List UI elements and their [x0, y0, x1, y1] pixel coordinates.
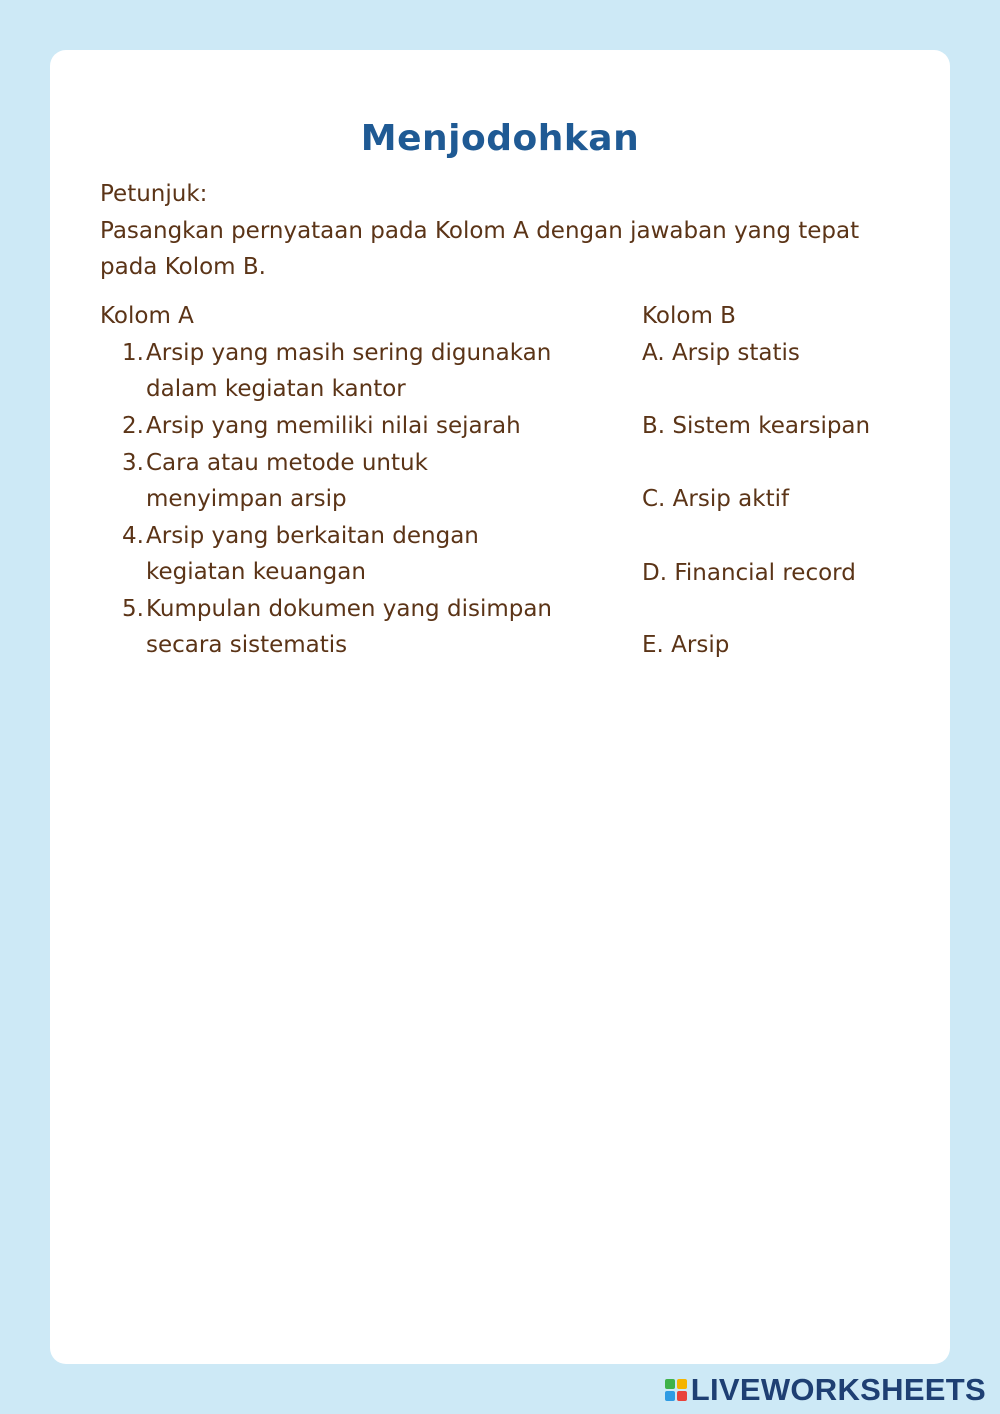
column-a-item-number: 4. — [122, 523, 144, 549]
column-a-item — [100, 591, 580, 663]
column-b-item: D. Financial record — [642, 560, 856, 586]
column-a-item-text: Arsip yang masih sering digunakan dalam kegiatan kantor — [146, 340, 552, 402]
column-a-item — [100, 518, 580, 590]
footer-brand — [665, 1370, 986, 1410]
column-a-item-text: Cara atau metode untuk menyimpan arsip — [146, 450, 428, 512]
column-a-item — [100, 408, 580, 444]
instructions-label: Petunjuk: — [100, 181, 208, 207]
liveworksheets-logo-icon — [665, 1379, 687, 1401]
page-title: Menjodohkan — [360, 118, 640, 159]
instructions-text: Pasangkan pernyataan pada Kolom A dengan jawaban yang tepat pada Kolom B. — [100, 218, 860, 280]
brand-name: LIVEWORKSHEETS — [690, 1372, 986, 1407]
column-a-item-number: 3. — [122, 450, 144, 476]
column-a-item-number: 5. — [122, 596, 144, 622]
column-a-heading: Kolom A — [100, 303, 194, 329]
column-a-item-number: 1. — [122, 340, 144, 366]
column-a-item-text: Arsip yang berkaitan dengan kegiatan keuangan — [146, 523, 479, 585]
column-a-item — [100, 445, 580, 517]
column-b-item: E. Arsip — [642, 632, 730, 658]
logo-square — [665, 1379, 675, 1389]
column-b-heading: Kolom B — [642, 303, 736, 329]
logo-square — [677, 1391, 687, 1401]
logo-square — [665, 1391, 675, 1401]
column-b-item: B. Sistem kearsipan — [642, 413, 871, 439]
logo-square — [677, 1379, 687, 1389]
column-b-item: A. Arsip statis — [642, 340, 800, 366]
column-a-item-text: Kumpulan dokumen yang disimpan secara sistematis — [146, 596, 553, 658]
column-a-item-number: 2. — [122, 413, 144, 439]
column-b-item: C. Arsip aktif — [642, 486, 790, 512]
column-a-item — [100, 335, 580, 407]
column-a-item-text: Arsip yang memiliki nilai sejarah — [146, 413, 521, 439]
